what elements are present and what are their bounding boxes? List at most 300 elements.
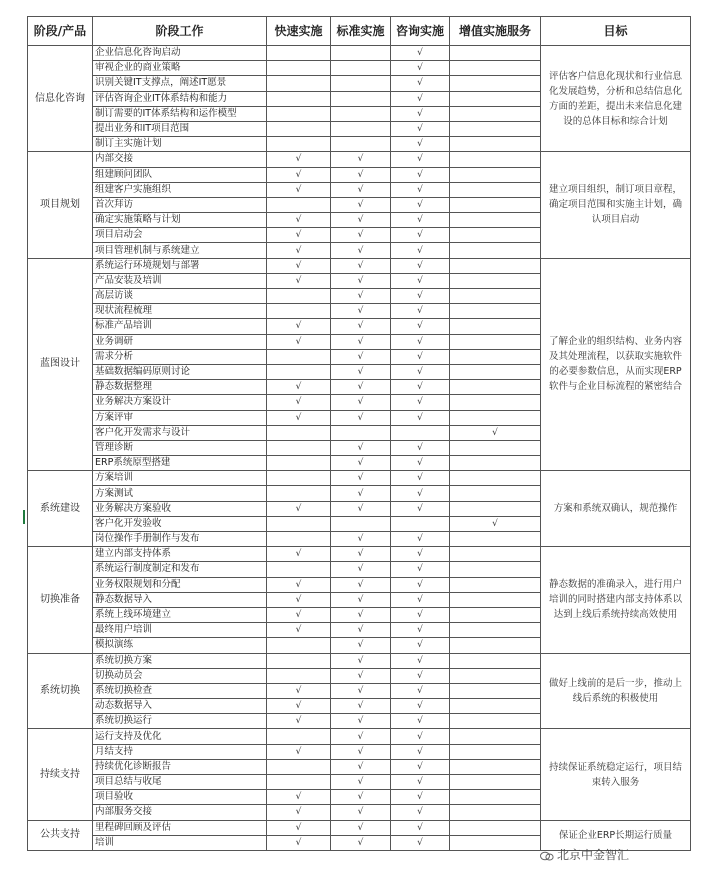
empty-cell bbox=[450, 61, 541, 76]
empty-cell bbox=[450, 152, 541, 167]
empty-cell bbox=[450, 714, 541, 729]
empty-cell bbox=[450, 197, 541, 212]
task-name: 标准产品培训 bbox=[93, 319, 267, 334]
check-mark: √ bbox=[391, 273, 450, 288]
task-name: 培训 bbox=[93, 835, 267, 850]
task-name: 确定实施策略与计划 bbox=[93, 213, 267, 228]
empty-cell bbox=[267, 197, 331, 212]
empty-cell bbox=[331, 425, 391, 440]
table-row bbox=[28, 471, 691, 486]
phase-goal: 评估客户信息化现状和行业信息化发展趋势，分析和总结信息化方面的差距，提出未来信息化建设的总体目标和综合计划 bbox=[541, 46, 691, 152]
check-mark: √ bbox=[267, 228, 331, 243]
empty-cell bbox=[450, 46, 541, 61]
check-mark: √ bbox=[331, 197, 391, 212]
empty-cell bbox=[450, 805, 541, 820]
phase-name: 系统建设 bbox=[28, 471, 93, 547]
check-mark: √ bbox=[267, 577, 331, 592]
empty-cell bbox=[391, 516, 450, 531]
empty-cell bbox=[450, 820, 541, 835]
check-mark: √ bbox=[331, 592, 391, 607]
empty-cell bbox=[267, 304, 331, 319]
check-mark: √ bbox=[391, 471, 450, 486]
empty-cell bbox=[267, 729, 331, 744]
task-name: 模拟演练 bbox=[93, 638, 267, 653]
check-mark: √ bbox=[331, 304, 391, 319]
task-name: 方案测试 bbox=[93, 486, 267, 501]
empty-cell bbox=[331, 137, 391, 152]
phase-name: 持续支持 bbox=[28, 729, 93, 820]
task-name: 识别关键IT支撑点，阐述IT愿景 bbox=[93, 76, 267, 91]
table-row bbox=[28, 820, 691, 835]
check-mark: √ bbox=[331, 152, 391, 167]
check-mark: √ bbox=[391, 440, 450, 455]
empty-cell bbox=[267, 425, 331, 440]
check-mark: √ bbox=[267, 607, 331, 622]
check-mark: √ bbox=[391, 197, 450, 212]
check-mark: √ bbox=[331, 380, 391, 395]
empty-cell bbox=[331, 76, 391, 91]
empty-cell bbox=[450, 106, 541, 121]
check-mark: √ bbox=[331, 532, 391, 547]
check-mark: √ bbox=[331, 273, 391, 288]
task-name: 内部服务交接 bbox=[93, 805, 267, 820]
check-mark: √ bbox=[331, 562, 391, 577]
empty-cell bbox=[450, 501, 541, 516]
empty-cell bbox=[450, 273, 541, 288]
empty-cell bbox=[267, 61, 331, 76]
check-mark: √ bbox=[267, 683, 331, 698]
check-mark: √ bbox=[267, 182, 331, 197]
check-mark: √ bbox=[331, 835, 391, 850]
task-name: 业务解决方案验收 bbox=[93, 501, 267, 516]
check-mark: √ bbox=[391, 775, 450, 790]
task-name: 管理诊断 bbox=[93, 440, 267, 455]
check-mark: √ bbox=[331, 790, 391, 805]
check-mark: √ bbox=[391, 182, 450, 197]
check-mark: √ bbox=[391, 61, 450, 76]
empty-cell bbox=[267, 759, 331, 774]
check-mark: √ bbox=[331, 805, 391, 820]
task-name: 动态数据导入 bbox=[93, 699, 267, 714]
table-row bbox=[28, 729, 691, 744]
check-mark: √ bbox=[391, 820, 450, 835]
phase-goal: 持续保证系统稳定运行，项目结束转入服务 bbox=[541, 729, 691, 820]
empty-cell bbox=[450, 182, 541, 197]
check-mark: √ bbox=[391, 683, 450, 698]
check-mark: √ bbox=[391, 699, 450, 714]
check-mark: √ bbox=[267, 592, 331, 607]
task-name: 评估咨询企业IT体系结构和能力 bbox=[93, 91, 267, 106]
check-mark: √ bbox=[391, 395, 450, 410]
check-mark: √ bbox=[267, 623, 331, 638]
check-mark: √ bbox=[391, 668, 450, 683]
header-row bbox=[28, 17, 691, 46]
check-mark: √ bbox=[331, 289, 391, 304]
task-name: 运行支持及优化 bbox=[93, 729, 267, 744]
check-mark: √ bbox=[391, 380, 450, 395]
phase-name: 项目规划 bbox=[28, 152, 93, 258]
task-name: 系统切换检查 bbox=[93, 683, 267, 698]
task-name: 持续优化诊断报告 bbox=[93, 759, 267, 774]
task-name: 岗位操作手册制作与发布 bbox=[93, 532, 267, 547]
header-goal: 目标 bbox=[541, 17, 691, 46]
table-row bbox=[28, 46, 691, 61]
empty-cell bbox=[267, 106, 331, 121]
empty-cell bbox=[450, 380, 541, 395]
check-mark: √ bbox=[267, 334, 331, 349]
check-mark: √ bbox=[391, 304, 450, 319]
check-mark: √ bbox=[331, 577, 391, 592]
empty-cell bbox=[450, 729, 541, 744]
check-mark: √ bbox=[331, 486, 391, 501]
check-mark: √ bbox=[391, 258, 450, 273]
empty-cell bbox=[450, 835, 541, 850]
check-mark: √ bbox=[391, 334, 450, 349]
empty-cell bbox=[450, 607, 541, 622]
task-name: 建立内部支持体系 bbox=[93, 547, 267, 562]
watermark-text: 北京中金智汇 bbox=[557, 848, 630, 862]
check-mark: √ bbox=[331, 638, 391, 653]
check-mark: √ bbox=[331, 699, 391, 714]
empty-cell bbox=[450, 395, 541, 410]
check-mark: √ bbox=[391, 410, 450, 425]
empty-cell bbox=[450, 440, 541, 455]
task-name: 最终用户培训 bbox=[93, 623, 267, 638]
empty-cell bbox=[331, 121, 391, 136]
task-name: 首次拜访 bbox=[93, 197, 267, 212]
check-mark: √ bbox=[391, 167, 450, 182]
task-name: 企业信息化咨询启动 bbox=[93, 46, 267, 61]
empty-cell bbox=[450, 228, 541, 243]
check-mark: √ bbox=[331, 410, 391, 425]
phase-goal: 保证企业ERP长期运行质量 bbox=[541, 820, 691, 850]
task-name: 基础数据编码原则讨论 bbox=[93, 364, 267, 379]
check-mark: √ bbox=[331, 182, 391, 197]
empty-cell bbox=[267, 91, 331, 106]
check-mark: √ bbox=[331, 775, 391, 790]
empty-cell bbox=[267, 486, 331, 501]
check-mark: √ bbox=[331, 820, 391, 835]
empty-cell bbox=[450, 304, 541, 319]
empty-cell bbox=[450, 289, 541, 304]
task-name: 制订主实施计划 bbox=[93, 137, 267, 152]
selection-marker bbox=[23, 510, 25, 524]
empty-cell bbox=[450, 683, 541, 698]
empty-cell bbox=[450, 623, 541, 638]
empty-cell bbox=[267, 516, 331, 531]
check-mark: √ bbox=[331, 258, 391, 273]
empty-cell bbox=[267, 46, 331, 61]
task-name: 提出业务和IT项目范围 bbox=[93, 121, 267, 136]
check-mark: √ bbox=[267, 152, 331, 167]
check-mark: √ bbox=[331, 744, 391, 759]
empty-cell bbox=[267, 76, 331, 91]
task-name: 需求分析 bbox=[93, 349, 267, 364]
check-mark: √ bbox=[391, 638, 450, 653]
check-mark: √ bbox=[391, 106, 450, 121]
check-mark: √ bbox=[267, 213, 331, 228]
check-mark: √ bbox=[331, 547, 391, 562]
empty-cell bbox=[450, 699, 541, 714]
empty-cell bbox=[267, 471, 331, 486]
check-mark: √ bbox=[391, 532, 450, 547]
check-mark: √ bbox=[450, 516, 541, 531]
check-mark: √ bbox=[267, 167, 331, 182]
check-mark: √ bbox=[391, 653, 450, 668]
task-name: 系统运行制度制定和发布 bbox=[93, 562, 267, 577]
check-mark: √ bbox=[267, 319, 331, 334]
check-mark: √ bbox=[267, 744, 331, 759]
phase-goal: 了解企业的组织结构、业务内容及其处理流程，以获取实施软件的必要参数信息，从而实现ERP软件与企业目标流程的紧密结合 bbox=[541, 258, 691, 471]
empty-cell bbox=[450, 577, 541, 592]
check-mark: √ bbox=[391, 364, 450, 379]
check-mark: √ bbox=[267, 501, 331, 516]
header-standard: 标准实施 bbox=[331, 17, 391, 46]
check-mark: √ bbox=[391, 562, 450, 577]
check-mark: √ bbox=[331, 228, 391, 243]
check-mark: √ bbox=[391, 486, 450, 501]
check-mark: √ bbox=[391, 243, 450, 258]
header-quick: 快速实施 bbox=[267, 17, 331, 46]
check-mark: √ bbox=[391, 456, 450, 471]
check-mark: √ bbox=[331, 471, 391, 486]
check-mark: √ bbox=[331, 364, 391, 379]
empty-cell bbox=[450, 653, 541, 668]
check-mark: √ bbox=[391, 46, 450, 61]
task-name: 内部交接 bbox=[93, 152, 267, 167]
task-name: 系统切换方案 bbox=[93, 653, 267, 668]
empty-cell bbox=[450, 364, 541, 379]
empty-cell bbox=[450, 456, 541, 471]
task-name: 业务调研 bbox=[93, 334, 267, 349]
task-name: 切换动员会 bbox=[93, 668, 267, 683]
empty-cell bbox=[450, 638, 541, 653]
table-row bbox=[28, 653, 691, 668]
empty-cell bbox=[450, 775, 541, 790]
check-mark: √ bbox=[331, 653, 391, 668]
task-name: 审视企业的商业策略 bbox=[93, 61, 267, 76]
check-mark: √ bbox=[331, 167, 391, 182]
task-name: 项目管理机制与系统建立 bbox=[93, 243, 267, 258]
check-mark: √ bbox=[391, 152, 450, 167]
empty-cell bbox=[450, 137, 541, 152]
empty-cell bbox=[450, 547, 541, 562]
task-name: 客户化开发需求与设计 bbox=[93, 425, 267, 440]
empty-cell bbox=[267, 653, 331, 668]
empty-cell bbox=[450, 76, 541, 91]
check-mark: √ bbox=[391, 623, 450, 638]
task-name: 客户化开发验收 bbox=[93, 516, 267, 531]
check-mark: √ bbox=[267, 699, 331, 714]
task-name: 里程碑回顾及评估 bbox=[93, 820, 267, 835]
check-mark: √ bbox=[267, 820, 331, 835]
header-value-added: 增值实施服务 bbox=[450, 17, 541, 46]
check-mark: √ bbox=[391, 547, 450, 562]
empty-cell bbox=[450, 592, 541, 607]
check-mark: √ bbox=[267, 790, 331, 805]
check-mark: √ bbox=[331, 319, 391, 334]
task-name: 组建客户实施组织 bbox=[93, 182, 267, 197]
empty-cell bbox=[391, 425, 450, 440]
empty-cell bbox=[267, 456, 331, 471]
empty-cell bbox=[450, 319, 541, 334]
empty-cell bbox=[450, 349, 541, 364]
check-mark: √ bbox=[391, 91, 450, 106]
check-mark: √ bbox=[267, 547, 331, 562]
empty-cell bbox=[450, 167, 541, 182]
check-mark: √ bbox=[331, 395, 391, 410]
check-mark: √ bbox=[391, 228, 450, 243]
check-mark: √ bbox=[391, 714, 450, 729]
empty-cell bbox=[450, 243, 541, 258]
task-name: 系统运行环境规划与部署 bbox=[93, 258, 267, 273]
check-mark: √ bbox=[267, 805, 331, 820]
check-mark: √ bbox=[391, 289, 450, 304]
check-mark: √ bbox=[391, 790, 450, 805]
wechat-icon bbox=[540, 851, 554, 861]
check-mark: √ bbox=[267, 243, 331, 258]
check-mark: √ bbox=[391, 349, 450, 364]
task-name: 静态数据整理 bbox=[93, 380, 267, 395]
empty-cell bbox=[450, 532, 541, 547]
check-mark: √ bbox=[391, 805, 450, 820]
task-name: 高层访谈 bbox=[93, 289, 267, 304]
implementation-table bbox=[27, 16, 691, 851]
task-name: 产品安装及培训 bbox=[93, 273, 267, 288]
check-mark: √ bbox=[267, 395, 331, 410]
empty-cell bbox=[450, 410, 541, 425]
phase-goal: 做好上线前的是后一步，推动上线后系统的积极使用 bbox=[541, 653, 691, 729]
empty-cell bbox=[267, 349, 331, 364]
check-mark: √ bbox=[391, 607, 450, 622]
phase-name: 系统切换 bbox=[28, 653, 93, 729]
check-mark: √ bbox=[391, 121, 450, 136]
check-mark: √ bbox=[331, 440, 391, 455]
phase-goal: 建立项目组织，制订项目章程，确定项目范围和实施主计划，确认项目启动 bbox=[541, 152, 691, 258]
check-mark: √ bbox=[391, 592, 450, 607]
empty-cell bbox=[267, 532, 331, 547]
check-mark: √ bbox=[331, 607, 391, 622]
check-mark: √ bbox=[331, 349, 391, 364]
task-name: 方案评审 bbox=[93, 410, 267, 425]
check-mark: √ bbox=[331, 668, 391, 683]
task-name: 业务权限规划和分配 bbox=[93, 577, 267, 592]
task-name: 月结支持 bbox=[93, 744, 267, 759]
check-mark: √ bbox=[391, 319, 450, 334]
empty-cell bbox=[450, 258, 541, 273]
empty-cell bbox=[450, 759, 541, 774]
table-row bbox=[28, 547, 691, 562]
task-name: 项目总结与收尾 bbox=[93, 775, 267, 790]
task-name: 组建顾问团队 bbox=[93, 167, 267, 182]
check-mark: √ bbox=[391, 577, 450, 592]
empty-cell bbox=[450, 213, 541, 228]
check-mark: √ bbox=[331, 334, 391, 349]
empty-cell bbox=[267, 668, 331, 683]
empty-cell bbox=[267, 775, 331, 790]
empty-cell bbox=[331, 46, 391, 61]
empty-cell bbox=[450, 790, 541, 805]
check-mark: √ bbox=[267, 273, 331, 288]
task-name: 业务解决方案设计 bbox=[93, 395, 267, 410]
table-row bbox=[28, 152, 691, 167]
empty-cell bbox=[267, 289, 331, 304]
header-phase: 阶段/产品 bbox=[28, 17, 93, 46]
empty-cell bbox=[267, 562, 331, 577]
header-consult: 咨询实施 bbox=[391, 17, 450, 46]
empty-cell bbox=[450, 121, 541, 136]
phase-name: 公共支持 bbox=[28, 820, 93, 850]
check-mark: √ bbox=[391, 759, 450, 774]
check-mark: √ bbox=[267, 380, 331, 395]
check-mark: √ bbox=[391, 137, 450, 152]
empty-cell bbox=[450, 334, 541, 349]
empty-cell bbox=[267, 638, 331, 653]
check-mark: √ bbox=[391, 729, 450, 744]
empty-cell bbox=[267, 440, 331, 455]
check-mark: √ bbox=[267, 714, 331, 729]
check-mark: √ bbox=[267, 258, 331, 273]
empty-cell bbox=[450, 471, 541, 486]
check-mark: √ bbox=[267, 410, 331, 425]
check-mark: √ bbox=[331, 213, 391, 228]
empty-cell bbox=[331, 91, 391, 106]
task-name: 系统上线环境建立 bbox=[93, 607, 267, 622]
check-mark: √ bbox=[391, 213, 450, 228]
empty-cell bbox=[331, 516, 391, 531]
empty-cell bbox=[267, 137, 331, 152]
table-row bbox=[28, 258, 691, 273]
check-mark: √ bbox=[331, 501, 391, 516]
task-name: 项目验收 bbox=[93, 790, 267, 805]
table-body bbox=[28, 46, 691, 851]
check-mark: √ bbox=[331, 759, 391, 774]
check-mark: √ bbox=[331, 623, 391, 638]
empty-cell bbox=[267, 364, 331, 379]
check-mark: √ bbox=[267, 835, 331, 850]
empty-cell bbox=[331, 106, 391, 121]
empty-cell bbox=[450, 91, 541, 106]
empty-cell bbox=[267, 121, 331, 136]
task-name: 制订需要的IT体系结构和运作模型 bbox=[93, 106, 267, 121]
header-work: 阶段工作 bbox=[93, 17, 267, 46]
phase-name: 信息化咨询 bbox=[28, 46, 93, 152]
check-mark: √ bbox=[331, 683, 391, 698]
task-name: 系统切换运行 bbox=[93, 714, 267, 729]
check-mark: √ bbox=[391, 835, 450, 850]
phase-name: 切换准备 bbox=[28, 547, 93, 653]
empty-cell bbox=[450, 744, 541, 759]
watermark bbox=[540, 846, 629, 863]
task-name: 现状流程梳理 bbox=[93, 304, 267, 319]
check-mark: √ bbox=[391, 744, 450, 759]
phase-goal: 静态数据的准确录入，进行用户培训的同时搭建内部支持体系以达到上线后系统持续高效使用 bbox=[541, 547, 691, 653]
check-mark: √ bbox=[331, 729, 391, 744]
check-mark: √ bbox=[391, 501, 450, 516]
task-name: 静态数据导入 bbox=[93, 592, 267, 607]
task-name: ERP系统原型搭建 bbox=[93, 456, 267, 471]
empty-cell bbox=[450, 562, 541, 577]
check-mark: √ bbox=[331, 243, 391, 258]
empty-cell bbox=[331, 61, 391, 76]
task-name: 方案培训 bbox=[93, 471, 267, 486]
check-mark: √ bbox=[391, 76, 450, 91]
empty-cell bbox=[450, 668, 541, 683]
phase-name: 蓝图设计 bbox=[28, 258, 93, 471]
check-mark: √ bbox=[331, 714, 391, 729]
empty-cell bbox=[450, 486, 541, 501]
task-name: 项目启动会 bbox=[93, 228, 267, 243]
